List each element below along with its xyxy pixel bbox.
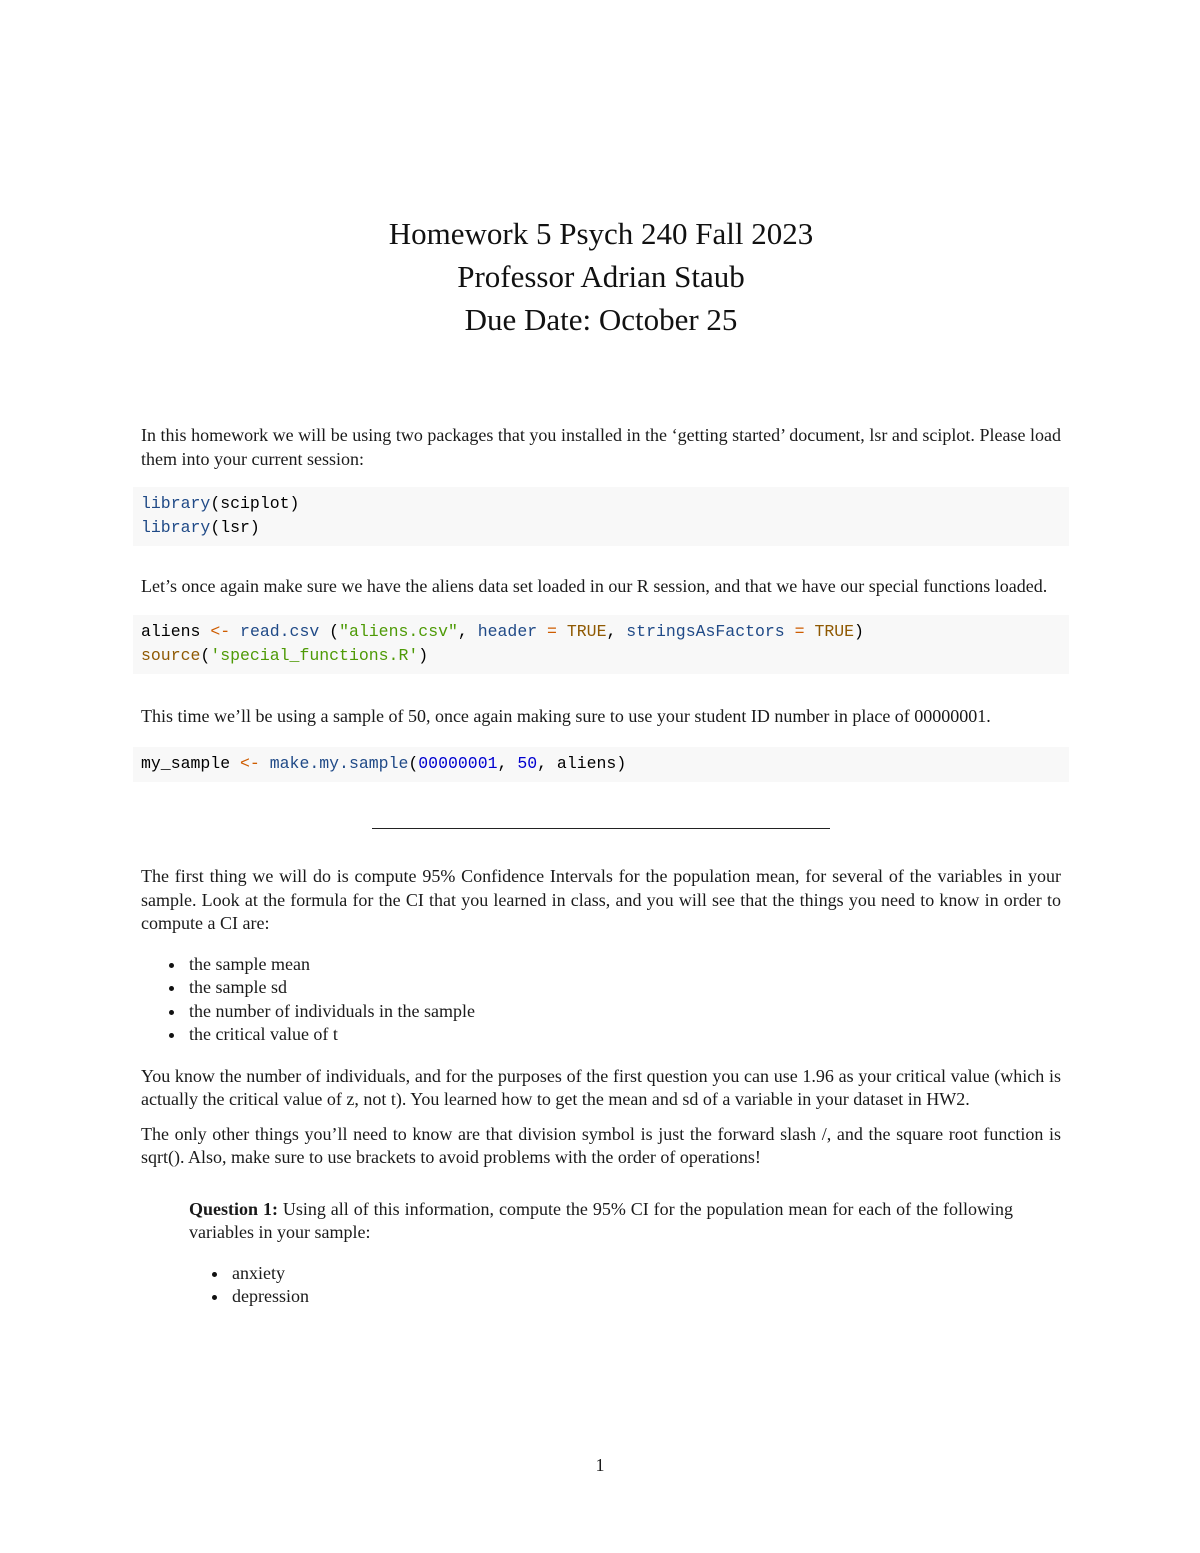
code-eq: = (784, 621, 815, 641)
code-library-fn: library (141, 494, 211, 513)
code-value: TRUE (566, 621, 607, 641)
ci-requirements-list (141, 953, 1061, 1047)
document-title (141, 212, 1061, 341)
code-var: my_sample (141, 754, 231, 773)
title-line-course: Homework 5 Psych 240 Fall 2023 (388, 216, 814, 251)
code-number: 00000001 (418, 754, 498, 773)
code-source-fn: source (141, 645, 201, 665)
critical-value-paragraph: You know the number of individuals, and for the purposes of the first question you can use 1.96 as your critical value (which is actually the critical value of z, not t). You learned how to get the mean and sd of a variable in your dataset in HW2. (141, 1065, 1061, 1109)
code-eq: = (537, 621, 567, 641)
code-assign: <- (240, 754, 260, 773)
code-var: aliens (141, 621, 201, 641)
code-assign: <- (210, 621, 231, 641)
code-punct: ( (408, 754, 419, 773)
code-punct: ( (319, 621, 340, 641)
intro-paragraph: In this homework we will be using two packages that you installed in the ‘getting started’ document, lsr and sciplot. Please load them into your current session: (141, 425, 1061, 469)
code-punct: ) (418, 645, 429, 665)
code-punct: ) (854, 621, 864, 641)
code-punct: , (497, 754, 518, 773)
code-punct: , aliens) (537, 754, 627, 773)
code-punct: , (457, 621, 478, 641)
code-library-arg: (sciplot) (210, 494, 300, 513)
ci-intro-paragraph: The first thing we will do is compute 95% Confidence Intervals for the population mean, for several of the variables in your sample. Look at the formula for the CI that you learned in class, and you will see that the things you need to know in order to compute a CI are: (141, 866, 1061, 933)
list-item: the critical value of t (189, 1023, 1061, 1047)
code-block-libraries (133, 487, 1069, 546)
list-item: the sample sd (189, 976, 1061, 1000)
list-item: depression (232, 1285, 1013, 1309)
title-line-professor: Professor Adrian Staub (457, 259, 745, 294)
list-item: the sample mean (189, 953, 1061, 977)
code-block-data-load (133, 615, 1069, 674)
question-1 (189, 1198, 1013, 1309)
data-load-paragraph: Let’s once again make sure we have the aliens data set loaded in our R session, and that we have our special functions loaded. (141, 576, 1048, 596)
code-value: TRUE (814, 621, 855, 641)
code-arg: stringsAsFactors (626, 621, 785, 641)
code-library-fn: library (141, 518, 211, 537)
document-body (141, 424, 1061, 1309)
list-item: the number of individuals in the sample (189, 1000, 1061, 1024)
sample-paragraph: This time we’ll be using a sample of 50, once again making sure to use your student ID number in place of 00000001. (141, 705, 991, 726)
code-punct: , (606, 621, 627, 641)
code-punct: ( (200, 645, 211, 665)
code-string: "aliens.csv" (339, 621, 458, 641)
operators-paragraph: The only other things you’ll need to know are that division symbol is just the forward slash /, and the square root function is sqrt(). Also, make sure to use brackets to avoid problems with the order of operations! (141, 1123, 1061, 1167)
code-string: 'special_functions.R' (210, 645, 419, 665)
code-fn: make.my.sample (269, 754, 409, 773)
question-1-text (189, 1198, 1013, 1245)
code-block-sample (133, 747, 1069, 782)
page-number: 1 (595, 1455, 605, 1475)
code-arg: header (477, 621, 538, 641)
title-line-due-date: Due Date: October 25 (464, 302, 738, 337)
code-library-arg: (lsr) (210, 518, 260, 537)
question-1-label: Question 1: (189, 1198, 278, 1219)
question-1-body: Using all of this information, compute the 95% CI for the population mean for each of the following variables in your sample: (189, 1198, 1013, 1242)
code-fn: read.csv (240, 621, 320, 641)
code-number: 50 (517, 754, 538, 773)
question-1-variables-list (189, 1262, 1013, 1309)
list-item: anxiety (232, 1262, 1013, 1286)
